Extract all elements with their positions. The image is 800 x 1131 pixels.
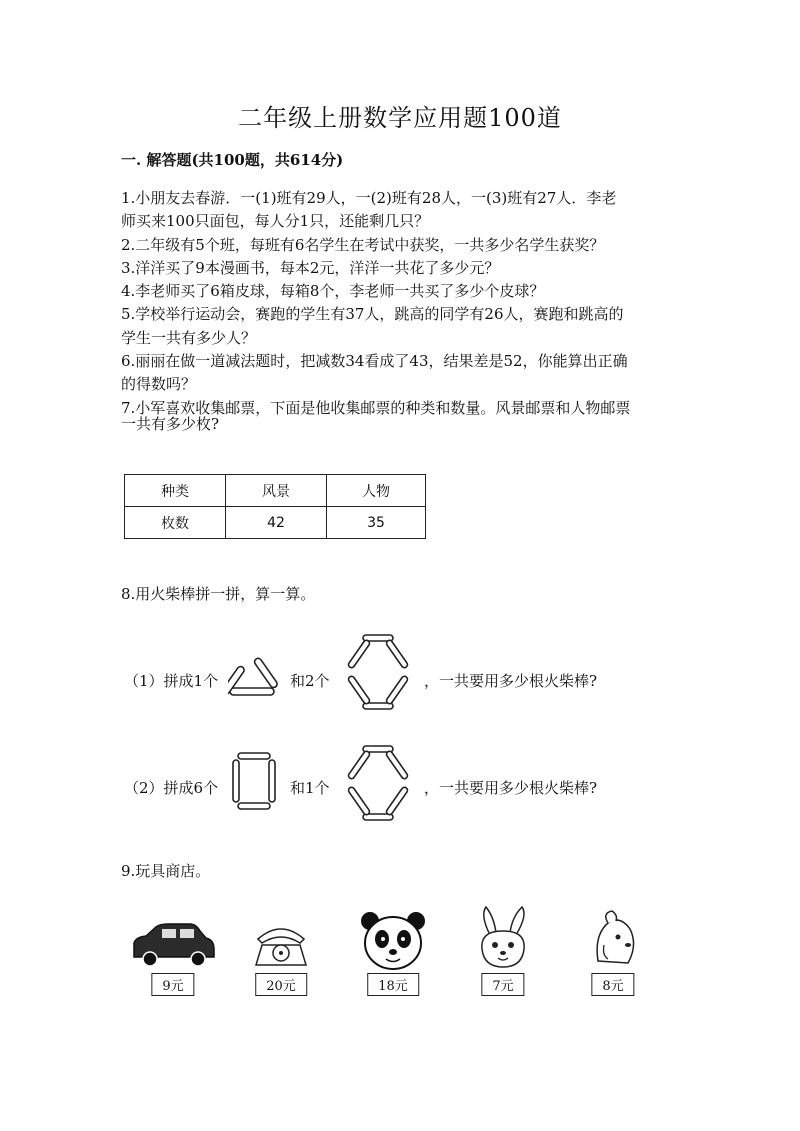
section-heading: 一. 解答题(共100题，共614分) [121,151,344,169]
question-line: 的得数吗？ [121,375,197,394]
q8-part2-mid: 和1个 [290,779,330,797]
toy-shop [128,905,628,1000]
question-line: 1.小朋友去春游．一(1)班有29人，一(2)班有28人，一(3)班有27人．李老 [121,189,617,207]
q7-tail: 一共有多少枚? [121,415,220,433]
table-header-cell: 风景 [226,475,327,507]
car-icon [128,905,218,975]
q8-part1-prefix: （1）拼成1个 [124,672,219,690]
question-line: 5.学校举行运动会，赛跑的学生有37人，跳高的同学有26人，赛跑和跳高的 [121,305,624,324]
table-cell: 42 [226,507,327,539]
rabbit-icon [458,905,548,975]
question-line: 4.李老师买了6箱皮球，每箱8个，李老师一共买了多少个皮球？ [121,282,545,301]
q8-part2-prefix: （2）拼成6个 [124,779,219,797]
telephone-icon [236,905,326,975]
q8-title: 8.用火柴棒拼一拼，算一算。 [121,585,316,603]
toy-rabbit [458,905,548,1000]
question-line: 6.丽丽在做一道减法题时，把减数34看成了43，结果差是52，你能算出正确 [121,352,628,371]
question-line: 学生一共有多少人？ [121,328,257,347]
q8-part2-suffix: ，一共要用多少根火柴棒? [424,779,598,797]
panda-icon [348,905,438,975]
toy-panda [348,905,438,1000]
table-cell: 枚数 [125,507,226,539]
table-header-cell: 种类 [125,475,226,507]
q8-part1-mid: 和2个 [290,672,330,690]
table-row [125,507,426,539]
q9-title: 9.玩具商店。 [121,862,211,880]
toy-telephone [236,905,326,1000]
table-cell: 35 [327,507,426,539]
price-tag: 20元 [255,973,307,996]
page-title: 二年级上册数学应用题100道 [238,104,562,132]
toy-car [128,905,218,1000]
puppy-icon [568,905,658,975]
price-tag: 7元 [481,973,524,996]
question-line: 2.二年级有5个班，每班有6名学生在考试中获奖，一共多少名学生获奖？ [121,235,605,254]
matchstick-hexagon-icon [340,632,416,712]
price-tag: 9元 [151,973,194,996]
price-tag: 18元 [367,973,419,996]
matchstick-square-icon [230,750,278,812]
table-header-cell: 人物 [327,475,426,507]
matchstick-triangle-icon [228,650,280,700]
question-line: 师买来100只面包，每人分1只，还能剩几只？ [121,212,430,231]
table-row [125,475,426,507]
question-line: 7.小军喜欢收集邮票，下面是他收集邮票的种类和数量。风景邮票和人物邮票 [121,398,631,417]
toy-puppy [568,905,658,1000]
question-list [121,187,681,420]
price-tag: 8元 [591,973,634,996]
stamp-table [124,474,426,539]
q8-part1-suffix: ，一共要用多少根火柴棒? [424,672,598,690]
question-line: 3.洋洋买了9本漫画书，每本2元，洋洋一共花了多少元？ [121,258,500,277]
matchstick-hexagon-icon [340,743,416,823]
